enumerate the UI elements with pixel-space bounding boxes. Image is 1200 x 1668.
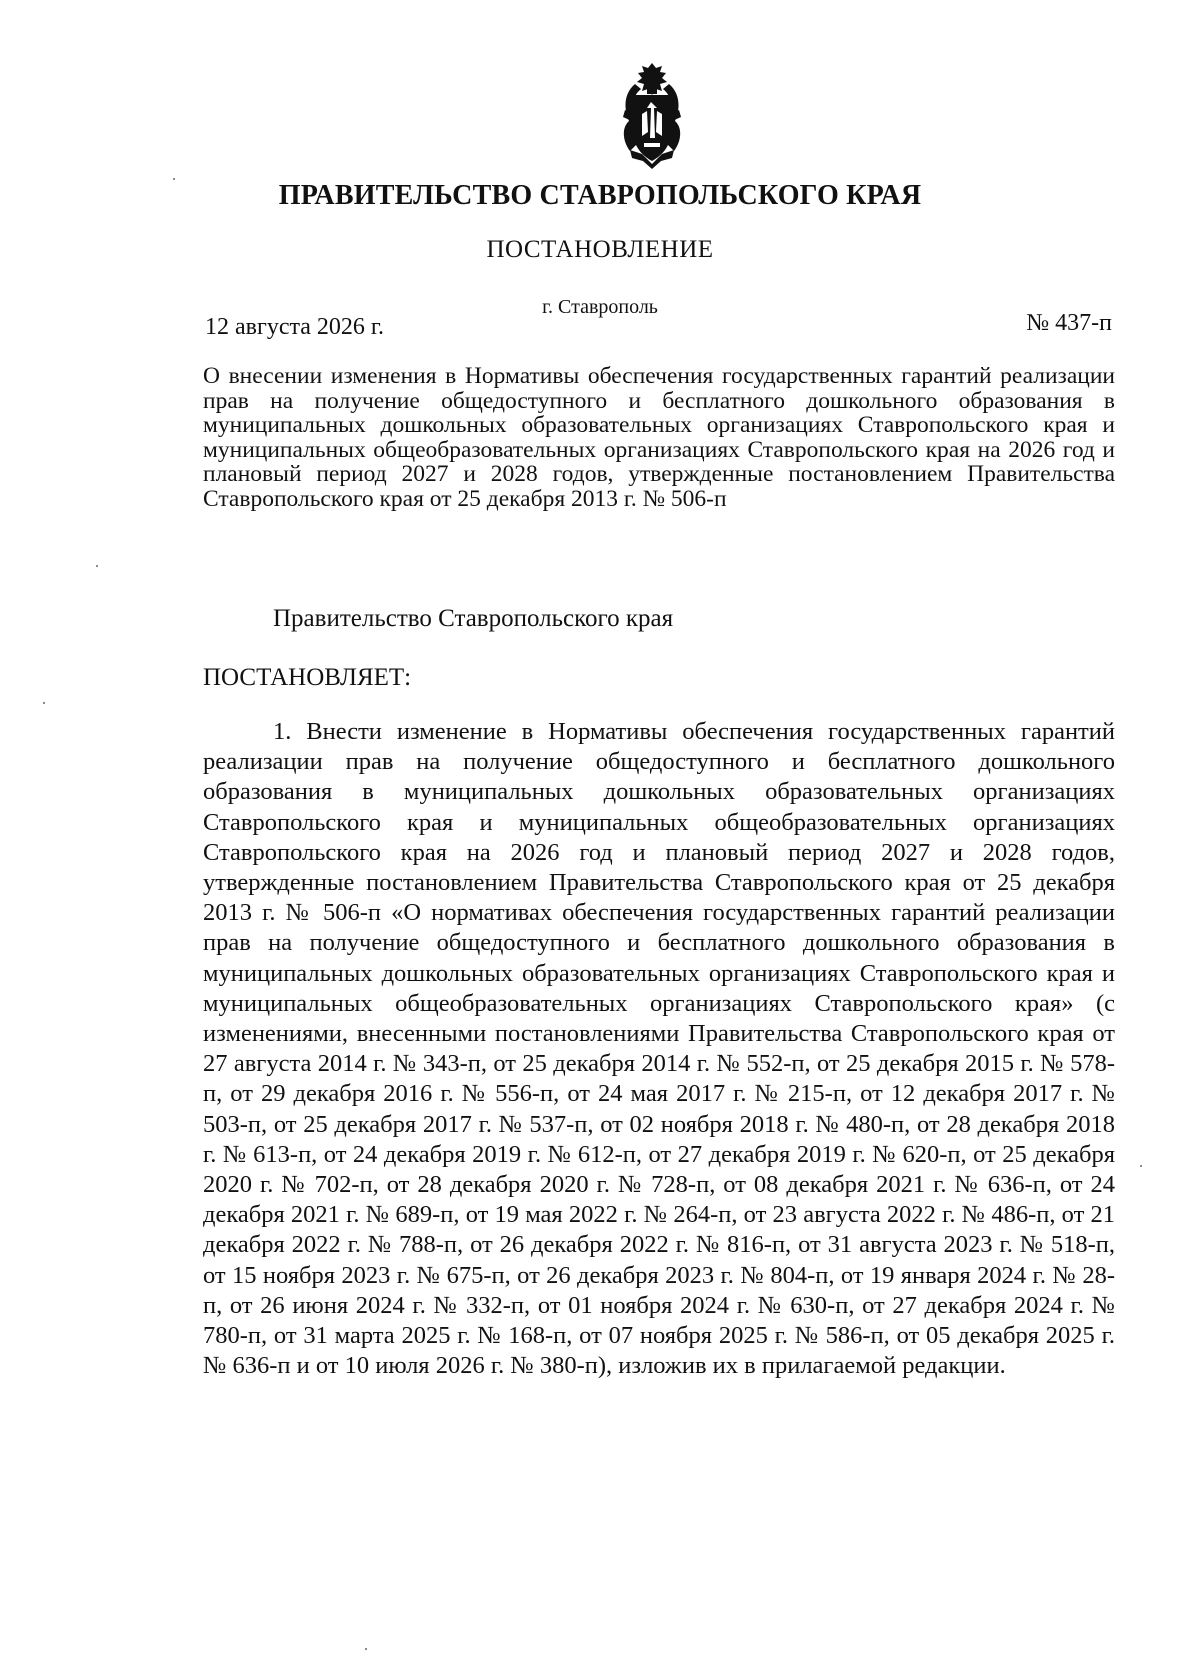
coat-of-arms-icon [617, 60, 687, 170]
document-city: г. Ставрополь [542, 296, 658, 318]
document-number: № 437-п [1026, 310, 1112, 336]
scan-speck [1140, 1165, 1142, 1167]
scan-speck [96, 565, 98, 567]
issuing-authority-title: ПРАВИТЕЛЬСТВО СТАВРОПОЛЬСКОГО КРАЯ [278, 180, 922, 211]
scan-speck [365, 1648, 367, 1650]
document-date: 12 августа 2026 г. [205, 314, 385, 340]
scan-speck [173, 178, 175, 180]
resolution-heading: ПОСТАНОВЛЯЕТ: [203, 664, 412, 691]
document-type: ПОСТАНОВЛЕНИЕ [486, 236, 714, 263]
resolution-paragraph-1: 1. Внести изменение в Нормативы обеспечения государственных гарантий реализации прав на получение общедоступного и бесплатного дошкольного образования в муниципальных дошкольных образовательных организациях Ставропольского края и муниципальных общеобразовательных организациях Ставропольского края на 2026 год и плановый период 2027 и 2028 годов, утвержденные постановлением Правительства Ставропольского края от 25 декабря 2013 г. № 506-п «О нормативах обеспечения государственных гарантий реализации прав на получение общедоступного и бесплатного дошкольного образования в муниципальных дошкольных образовательных организациях Ставропольского края и муниципальных общеобразовательных организациях Ставропольского края» (с изменениями, внесенными постановлениями Правительства Ставропольского края от 27 августа 2014 г. № 343-п, от 25 декабря 2014 г. № 552-п, от 25 декабря 2015 г. № 578-п, от 29 декабря 2016 г. № 556-п, от 24 мая 2017 г. № 215-п, от 12 декабря 2017 г. № 503-п, от 25 декабря 2017 г. № 537-п, от 02 ноября 2018 г. № 480-п, от 28 декабря 2018 г. № 613-п, от 24 декабря 2019 г. № 612-п, от 27 декабря 2019 г. № 620-п, от 25 декабря 2020 г. № 702-п, от 28 декабря 2020 г. № 728-п, от 08 декабря 2021 г. № 636-п, от 24 декабря 2021 г. № 689-п, от 19 мая 2022 г. № 264-п, от 23 августа 2022 г. № 486-п, от 21 декабря 2022 г. № 788-п, от 26 декабря 2022 г. № 816-п, от 31 августа 2023 г. № 518-п, от 15 ноября 2023 г. № 675-п, от 26 декабря 2023 г. № 804-п, от 19 января 2024 г. № 28-п, от 26 июня 2024 г. № 332-п, от 01 ноября 2024 г. № 630-п, от 27 декабря 2024 г. № 780-п, от 31 марта 2025 г. № 168-п, от 07 ноября 2025 г. № 586-п, от 05 декабря 2025 г. № 636-п и от 10 июля 2026 г. № 380-п), изложив их в прилагаемой редакции. [203, 718, 1115, 1380]
government-line: Правительство Ставропольского края [273, 605, 674, 632]
document-subject: О внесении изменения в Нормативы обеспечения государственных гарантий реализации прав на получение общедоступного и бесплатного дошкольного образования в муниципальных дошкольных образовательных организациях Ставропольского края и муниципальных общеобразовательных организациях Ставропольского края на 2026 год и плановый период 2027 и 2028 годов, утвержденные постановлением Правительства Ставропольского края от 25 декабря 2013 г. № 506-п [203, 363, 1115, 512]
scan-speck [43, 702, 45, 704]
